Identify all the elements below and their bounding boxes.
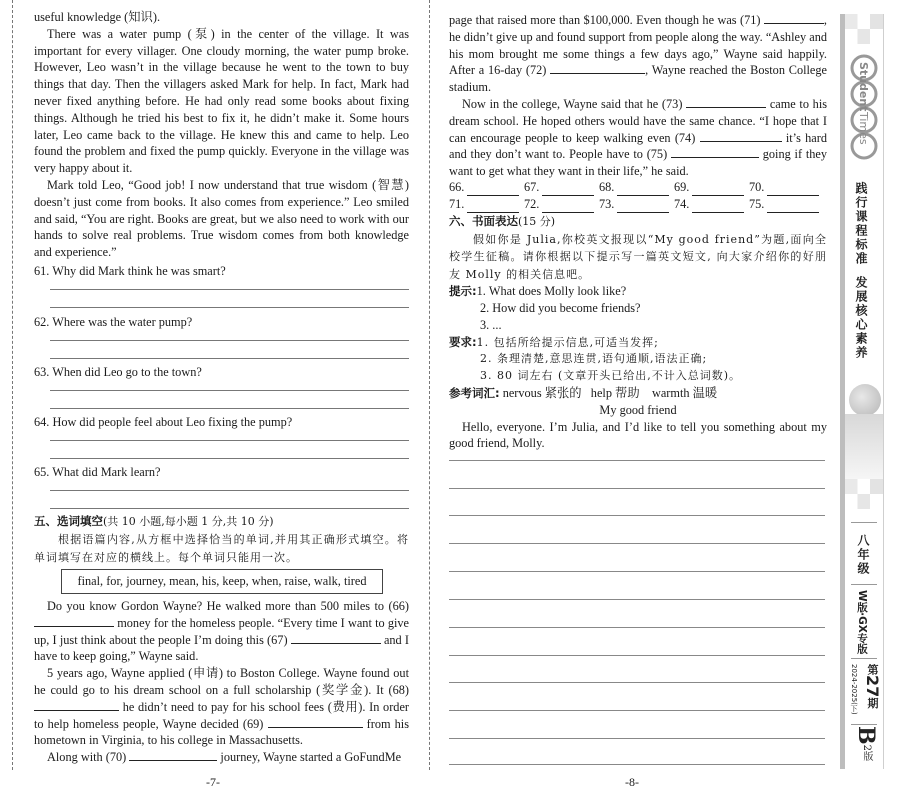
essay-title: My good friend xyxy=(599,402,677,417)
section-5-title: 五、选词填空 xyxy=(34,514,103,528)
passage-tail: useful knowledge (知识). xyxy=(34,10,161,24)
blank-67[interactable] xyxy=(291,632,381,644)
section-6-title: 六、书面表达 xyxy=(449,214,518,228)
writing-line[interactable] xyxy=(449,515,825,516)
issue-info: 第27期 2024-2025(下) xyxy=(850,664,882,715)
blank-72[interactable] xyxy=(550,62,645,74)
blank-71[interactable] xyxy=(764,12,824,24)
question-64: 64. How did people feel about Leo fixing the pump? xyxy=(34,414,409,459)
writing-prompt: 假如你是 Julia,你校英文报现以“My good friend”为题,面向全校学生征稿。请你根据以下提示写一篇英文短文, 向大家介绍你的好朋友 Molly 的相关信息吧。 xyxy=(449,232,827,281)
section-5-header: 五、选词填空(共 10 小题,每小题 1 分,共 10 分) 根据语篇内容,从方框中选择恰当的单词,并用其正确形式填空。将单词填写在对应的横线上。每个单词只能用一次。 xyxy=(34,513,409,567)
checker-pattern xyxy=(845,479,883,509)
student-times-logo-icon xyxy=(849,54,879,164)
left-margin-divider xyxy=(12,0,13,770)
writing-line[interactable] xyxy=(449,627,825,628)
writing-line[interactable] xyxy=(449,710,825,711)
answer-blank-75[interactable] xyxy=(767,201,819,213)
answer-blank-71[interactable] xyxy=(467,201,519,213)
writing-line[interactable] xyxy=(449,488,825,489)
blank-74[interactable] xyxy=(700,130,782,142)
answer-line[interactable] xyxy=(50,490,409,491)
answer-line[interactable] xyxy=(50,440,409,441)
divider xyxy=(851,724,877,725)
answer-line[interactable] xyxy=(50,408,409,409)
divider xyxy=(851,658,877,659)
answer-line[interactable] xyxy=(50,307,409,308)
writing-line[interactable] xyxy=(449,738,825,739)
svg-text:Student: Student xyxy=(857,62,870,112)
blank-70[interactable] xyxy=(129,749,217,761)
grade-label: 八年级 xyxy=(856,534,870,576)
answer-line[interactable] xyxy=(50,289,409,290)
writing-line[interactable] xyxy=(449,460,825,461)
answer-grid-row: 66. 67. 68. 69. 70. xyxy=(449,179,827,196)
slogan-literacy: 发展核心素养 xyxy=(854,276,868,360)
section-badge: B2版 xyxy=(853,726,879,761)
answer-blank-74[interactable] xyxy=(692,201,744,213)
edition-label: W版·GX专版 xyxy=(856,590,868,654)
answer-line[interactable] xyxy=(50,390,409,391)
school-year: 2024-2025(下) xyxy=(850,664,858,715)
page-number: -8- xyxy=(625,775,639,789)
vocab-label: 参考词汇: xyxy=(449,386,500,401)
answer-blank-70[interactable] xyxy=(767,184,819,196)
page-fold-divider xyxy=(429,0,430,770)
answer-blank-73[interactable] xyxy=(617,201,669,213)
writing-line[interactable] xyxy=(449,682,825,683)
divider xyxy=(851,522,877,523)
divider xyxy=(851,584,877,585)
blank-73[interactable] xyxy=(686,96,766,108)
question-61: 61. Why did Mark think he was smart? xyxy=(34,263,409,308)
passage-paragraph-2: Mark told Leo, “Good job! I now understand that true wisdom (智慧) doesn’t just come from books. It also comes from experience.” Leo smiled and said, “You are right. Books are great, but we also need to work with our hands to solve real problems. True wisdom comes from both knowledge and experience.” xyxy=(34,177,409,260)
answer-blank-68[interactable] xyxy=(617,184,669,196)
answer-line[interactable] xyxy=(50,508,409,509)
blank-66[interactable] xyxy=(34,615,114,627)
passage-paragraph-1: There was a water pump (泵) in the center of the village. It was important for every villager. One cloudy morning, the water pump broke. However, Leo wasn’t in the village because he went to the town to buy things that day. Then the villagers asked Mark for help. In fact, Mark had never fixed anything before. He had only read some books about fixing things. Although he tried his best to fix it, he didn’t make it. Some hours later, Leo came back to the village. He knew this and came to help. Leo found the problem and fixed the pump quickly. Everyone in the village was very happy about it. xyxy=(34,26,409,176)
section-5-instructions: 根据语篇内容,从方框中选择恰当的单词,并用其正确形式填空。将单词填写在对应的横线上。每个单词只能用一次。 xyxy=(34,532,409,564)
answer-line[interactable] xyxy=(50,340,409,341)
blank-69[interactable] xyxy=(268,716,363,728)
word-bank-box: final, for, journey, mean, his, keep, when, raise, walk, tired xyxy=(61,569,383,594)
decor-gradient xyxy=(845,414,883,484)
question-65: 65. What did Mark learn? xyxy=(34,464,409,509)
answer-grid xyxy=(449,179,827,213)
writing-line[interactable] xyxy=(449,655,825,656)
answer-blank-66[interactable] xyxy=(467,184,519,196)
checker-pattern xyxy=(845,14,883,44)
blank-68[interactable] xyxy=(34,699,119,711)
answer-blank-69[interactable] xyxy=(692,184,744,196)
writing-line[interactable] xyxy=(449,571,825,572)
hints-label: 提示: xyxy=(449,284,477,299)
slogan-curriculum: 践行课程标准 xyxy=(854,182,868,266)
writing-line[interactable] xyxy=(449,764,825,765)
answer-grid-row: 71. 72. 73. 74. 75. xyxy=(449,196,827,213)
section-6: 六、书面表达(15 分) 假如你是 Julia,你校英文报现以“My good friend”为题,面向全校学生征稿。请你根据以下提示写一篇英文短文, 向大家介绍你的好朋友 Molly 的相关信息吧。 提示:1. What does Molly look like? 2. How did you become friends? 3. ... 要求:1. 包括所给提示信息,可适当发挥; 2. 条理清楚,意思连贯,语句通顺,语法正确; 3. 80 词左右 (文章开头已给出,不计入总词数)。 参考词汇: nervous 紧张的 help 帮助 warmth 温暖 My good friend Hello, everyone. I’m Julia, and I’d like to tell you something about my good friend, Molly. xyxy=(449,214,827,451)
essay-opening: Hello, everyone. I’m Julia, and I’d like to tell you something about my good friend, Molly. xyxy=(449,419,827,451)
svg-text:Times: Times xyxy=(857,112,870,145)
emblem-icon xyxy=(849,384,881,416)
publication-sidebar xyxy=(840,14,884,769)
answer-line[interactable] xyxy=(50,358,409,359)
cloze-passage-continued: page that raised more than $100,000. Even though he was (71) , he didn’t give up and found support from people along the way. “Ashley and his mom brought me some things a few days ago,” Wayne said happily. After a 16-day (72) , Wayne reached the Boston College stadium. Now in the college, Wayne said that he (73) came to his dream school. He hoped others would have the same chance. “I hope that I can encourage people to keep walking even (74) it’s hard and they don’t want to. People have to (75) going if they want to get what they want in their life,” he said. xyxy=(449,13,828,179)
writing-line[interactable] xyxy=(449,543,825,544)
cloze-passage: Do you know Gordon Wayne? He walked more than 500 miles to (66) money for the homeless people. “Every time I want to give up, I just think about the people I’m doing this (67) and I have to keep going,” Wayne said. 5 years ago, Wayne applied (申请) to Boston College. Wayne found out he could go to his dream school on a full scholarship (奖学金). It (68) he didn’t need to pay for his school fees (费用). In order to help homeless people, Wayne decided (69) from his hometown in Virginia, to his college in Massachusetts. Along with (70) journey, Wayne started a GoFundMe xyxy=(34,599,410,765)
page-number: -7- xyxy=(206,775,220,789)
answer-blank-67[interactable] xyxy=(542,184,594,196)
issue-number: 27 xyxy=(863,675,882,698)
question-62: 62. Where was the water pump? xyxy=(34,314,409,359)
question-63: 63. When did Leo go to the town? xyxy=(34,364,409,409)
blank-75[interactable] xyxy=(671,146,759,158)
writing-line[interactable] xyxy=(449,599,825,600)
answer-line[interactable] xyxy=(50,458,409,459)
answer-blank-72[interactable] xyxy=(542,201,594,213)
requirements-label: 要求: xyxy=(449,334,477,349)
